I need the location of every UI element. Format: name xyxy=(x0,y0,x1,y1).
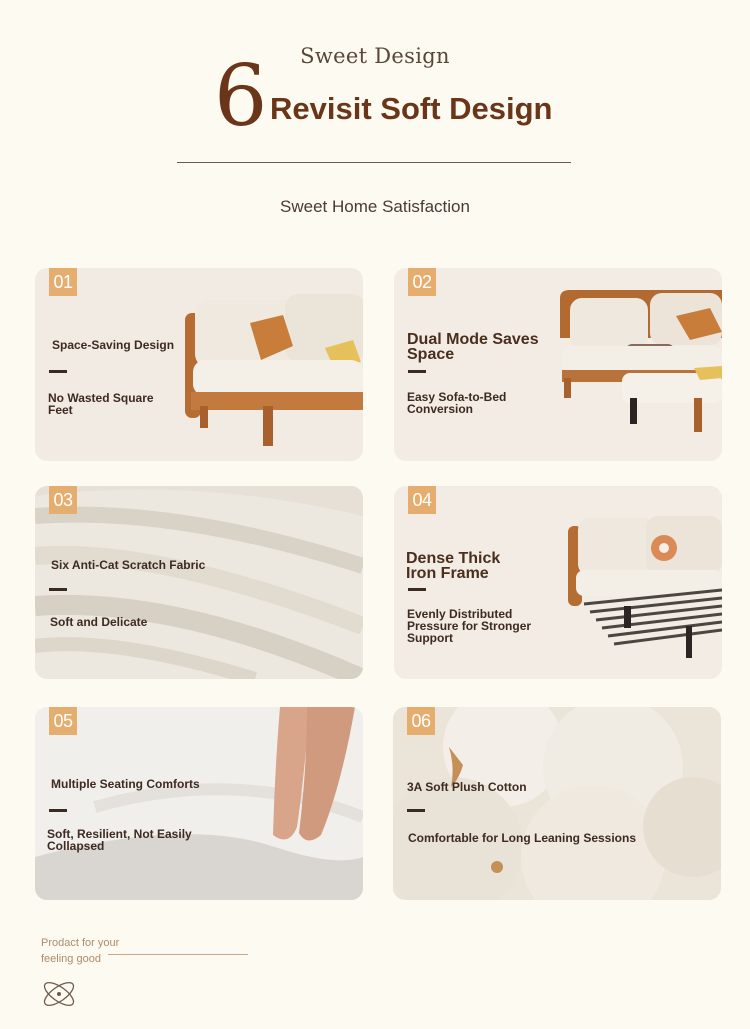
feature-number-badge: 05 xyxy=(49,707,77,735)
feature-description: Comfortable for Long Leaning Sessions xyxy=(408,831,637,845)
feature-number-badge: 03 xyxy=(49,486,77,514)
feature-number-badge: 01 xyxy=(49,268,77,296)
feature-dash xyxy=(49,370,67,373)
page-subtitle: Sweet Home Satisfaction xyxy=(280,197,470,216)
feature-title: 3A Soft Plush Cotton xyxy=(407,780,527,794)
footer-divider xyxy=(108,954,248,955)
cotton-fluff-image xyxy=(393,707,721,900)
feature-description: Evenly Distributed Pressure for Stronger Support xyxy=(407,607,532,645)
feature-card-04 xyxy=(394,486,722,679)
feature-number-badge: 02 xyxy=(408,268,436,296)
feature-title: Dual Mode Saves Space xyxy=(407,331,539,363)
footer-tagline-line1: Prodact for your xyxy=(41,937,120,949)
feature-card-05 xyxy=(35,707,363,900)
feature-title: Six Anti-Cat Scratch Fabric xyxy=(51,558,206,572)
fabric-folds-image xyxy=(35,486,363,679)
extended-sofa-bed-image xyxy=(394,268,722,461)
feature-title: Dense Thick Iron Frame xyxy=(406,550,501,582)
section-number: 6 xyxy=(214,47,266,145)
divider xyxy=(177,162,571,163)
eyebrow-title: Sweet Design xyxy=(300,44,450,68)
feature-title: Multiple Seating Comforts xyxy=(51,777,200,791)
page-header xyxy=(0,0,750,240)
footer-tagline xyxy=(41,935,119,967)
feature-dash xyxy=(49,809,67,812)
feature-description: Soft and Delicate xyxy=(50,615,148,629)
feature-description: Soft, Resilient, Not Easily Collapsed xyxy=(47,827,192,853)
feature-number-badge: 06 xyxy=(407,707,435,735)
feature-description: No Wasted Square Feet xyxy=(48,391,154,417)
fingers-pressing-cushion-image xyxy=(35,707,363,900)
feature-number-badge: 04 xyxy=(408,486,436,514)
footer-tagline-line2: feeling good xyxy=(41,953,101,965)
feature-title: Space-Saving Design xyxy=(52,338,175,352)
feature-card-03 xyxy=(35,486,363,679)
feature-card-02 xyxy=(394,268,722,461)
feature-dash xyxy=(407,809,425,812)
feature-dash xyxy=(49,588,67,591)
feature-dash xyxy=(408,370,426,373)
page-title: Revisit Soft Design xyxy=(270,91,553,126)
sofa-iron-slats-image xyxy=(394,486,722,679)
wooden-frame-sofa-image xyxy=(35,268,363,461)
feature-card-01 xyxy=(35,268,363,461)
feature-description: Easy Sofa-to-Bed Conversion xyxy=(407,390,507,416)
feature-card-06 xyxy=(393,707,721,900)
atom-logo-icon xyxy=(40,978,78,1010)
feature-dash xyxy=(408,588,426,591)
